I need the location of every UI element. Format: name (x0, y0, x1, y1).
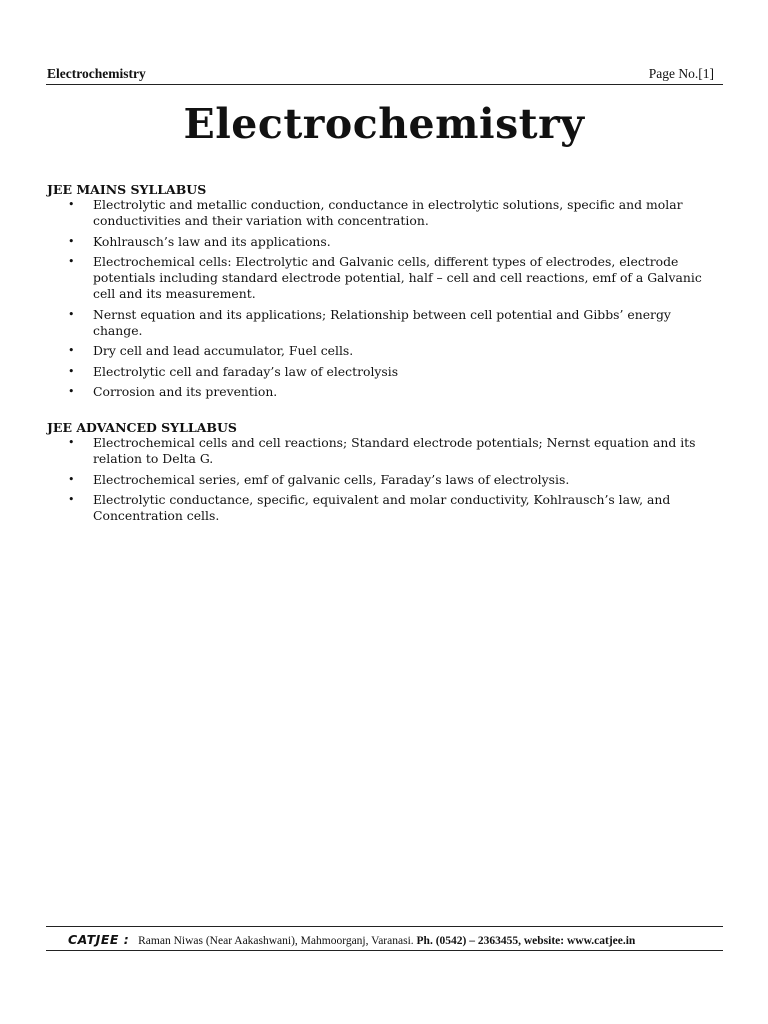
syllabus-item-text: Electrolytic cell and faraday’s law of electrolysis (93, 363, 399, 379)
mains-syllabus-list (68, 197, 708, 405)
bullet-icon: • (68, 385, 75, 398)
bullet-icon: • (68, 436, 75, 449)
bullet-icon: • (68, 198, 75, 211)
syllabus-item (68, 254, 708, 302)
bullet-icon: • (68, 472, 75, 486)
bullet-icon: • (68, 234, 75, 248)
advanced-syllabus-list (68, 435, 708, 529)
footer-address: Raman Niwas (Near Aakashwani), Mahmoorganj, Varanasi. (138, 935, 414, 947)
header-page-number: Page No.[1] (648, 66, 714, 81)
header-subject: Electrochemistry (47, 66, 146, 81)
syllabus-item-text: Electrochemical cells and cell reactions; Standard electrode potentials; Nernst equation and its relation to Delta G. (93, 435, 696, 466)
syllabus-item (68, 307, 708, 339)
syllabus-item (68, 364, 708, 380)
syllabus-item (68, 343, 708, 359)
syllabus-item (68, 384, 708, 400)
bullet-icon: • (68, 364, 75, 378)
syllabus-item (68, 435, 708, 467)
bullet-icon: • (68, 493, 75, 506)
syllabus-item-text: Nernst equation and its applications; Relationship between cell potential and Gibbs’ energy change. (93, 306, 671, 338)
syllabus-item-text: Electrolytic conductance, specific, equivalent and molar conductivity, Kohlrausch’s law, and Concentration cells. (93, 492, 671, 523)
syllabus-item (68, 234, 708, 250)
bullet-icon: • (68, 344, 75, 357)
mains-syllabus-heading: JEE MAINS SYLLABUS (47, 182, 207, 197)
syllabus-item (68, 492, 708, 524)
page-title: Electrochemistry (183, 100, 585, 148)
syllabus-item-text: Corrosion and its prevention. (93, 384, 278, 399)
bullet-icon: • (68, 255, 75, 268)
page-footer (46, 926, 723, 951)
footer-brand: CATJEE : (68, 932, 130, 947)
footer-contact: Ph. (0542) – 2363455, website: www.catjee.in (416, 935, 636, 947)
syllabus-item-text: Dry cell and lead accumulator, Fuel cells. (93, 343, 354, 358)
syllabus-item-text: Electrochemical cells: Electrolytic and Galvanic cells, different types of electrodes, electrode potentials including standard electrode potential, half – cell and cell reactions, emf of a Galvanic cell and its measurement. (93, 254, 702, 301)
page-header (46, 64, 723, 85)
syllabus-item (68, 197, 708, 229)
syllabus-item-text: Electrolytic and metallic conduction, conductance in electrolytic solutions, specific and molar conductivities and their variation with concentration. (93, 197, 683, 228)
syllabus-item (68, 472, 708, 488)
bullet-icon: • (68, 307, 75, 321)
syllabus-item-text: Kohlrausch’s law and its applications. (93, 233, 331, 249)
syllabus-item-text: Electrochemical series, emf of galvanic cells, Faraday’s laws of electrolysis. (93, 471, 570, 487)
advanced-syllabus-heading: JEE ADVANCED SYLLABUS (47, 420, 237, 435)
